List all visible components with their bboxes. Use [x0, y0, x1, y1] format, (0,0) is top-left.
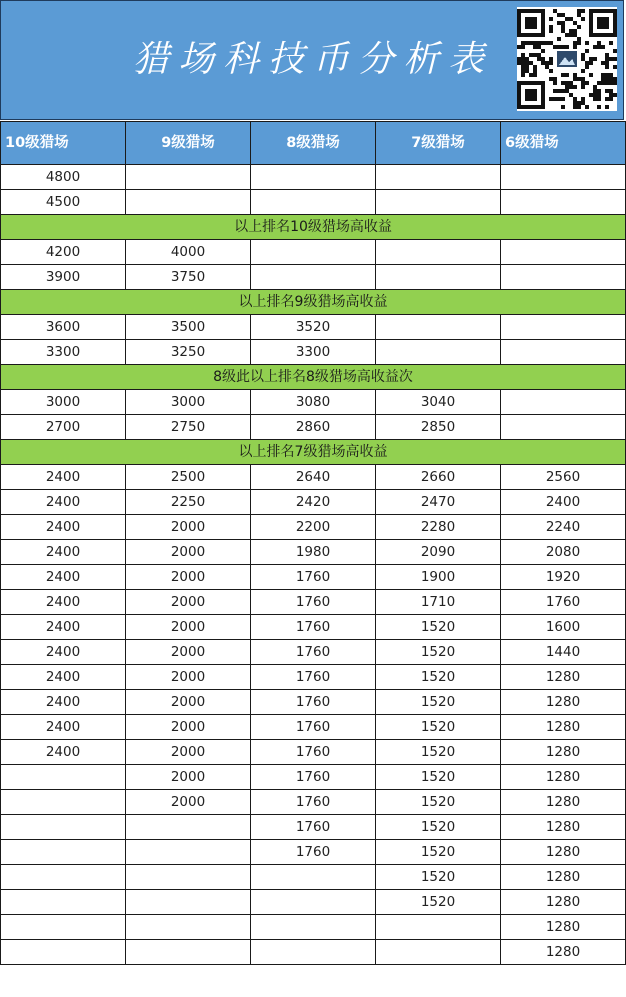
- table-cell[interactable]: [126, 190, 251, 215]
- table-cell[interactable]: 1600: [501, 615, 626, 640]
- table-cell[interactable]: 2640: [251, 465, 376, 490]
- table-cell[interactable]: [1, 940, 126, 965]
- table-row: [1, 315, 626, 340]
- column-header-9[interactable]: 9级猎场: [126, 122, 251, 165]
- table-cell[interactable]: 3900: [1, 265, 126, 290]
- table-cell[interactable]: 4200: [1, 240, 126, 265]
- table-cell[interactable]: 2000: [126, 765, 251, 790]
- table-row: [1, 340, 626, 365]
- table-cell[interactable]: [126, 915, 251, 940]
- table-cell[interactable]: 4500: [1, 190, 126, 215]
- section-band-row: [1, 440, 626, 465]
- table-cell[interactable]: [251, 265, 376, 290]
- table-cell[interactable]: 3500: [126, 315, 251, 340]
- table-cell[interactable]: 3040: [376, 390, 501, 415]
- table-cell[interactable]: 1760: [251, 640, 376, 665]
- table-cell[interactable]: 1710: [376, 590, 501, 615]
- table-cell[interactable]: 1920: [501, 565, 626, 590]
- table-cell[interactable]: [501, 390, 626, 415]
- table-row: [1, 590, 626, 615]
- table-cell[interactable]: 2400: [1, 590, 126, 615]
- table-cell[interactable]: 2470: [376, 490, 501, 515]
- table-cell[interactable]: 2400: [1, 740, 126, 765]
- table-cell[interactable]: 2000: [126, 515, 251, 540]
- table-cell[interactable]: 1760: [251, 590, 376, 615]
- table-cell[interactable]: 4000: [126, 240, 251, 265]
- table-cell[interactable]: 2000: [126, 690, 251, 715]
- table-cell[interactable]: 1760: [251, 815, 376, 840]
- table-cell[interactable]: [126, 815, 251, 840]
- column-header-6[interactable]: 6级猎场: [501, 122, 626, 165]
- table-cell[interactable]: 1760: [251, 740, 376, 765]
- table-cell[interactable]: 2250: [126, 490, 251, 515]
- table-cell[interactable]: [376, 190, 501, 215]
- section-band-label[interactable]: 以上排名10级猎场高收益: [1, 215, 626, 240]
- table-cell[interactable]: [501, 165, 626, 190]
- table-cell[interactable]: 1280: [501, 665, 626, 690]
- table-cell[interactable]: 1760: [251, 715, 376, 740]
- table-cell[interactable]: 3750: [126, 265, 251, 290]
- table-cell[interactable]: 2000: [126, 565, 251, 590]
- table-cell[interactable]: [376, 915, 501, 940]
- table-cell[interactable]: [251, 915, 376, 940]
- table-cell[interactable]: 1440: [501, 640, 626, 665]
- table-cell[interactable]: 1280: [501, 790, 626, 815]
- table-cell[interactable]: 1520: [376, 790, 501, 815]
- table-cell[interactable]: [251, 940, 376, 965]
- table-cell[interactable]: [501, 315, 626, 340]
- table-cell[interactable]: 2850: [376, 415, 501, 440]
- table-cell[interactable]: 2280: [376, 515, 501, 540]
- table-cell[interactable]: 1520: [376, 815, 501, 840]
- table-cell[interactable]: 2400: [1, 565, 126, 590]
- table-row: [1, 490, 626, 515]
- table-cell[interactable]: [501, 415, 626, 440]
- table-cell[interactable]: 2400: [1, 665, 126, 690]
- table-cell[interactable]: 1760: [251, 615, 376, 640]
- table-cell[interactable]: 1520: [376, 765, 501, 790]
- table-cell[interactable]: 2400: [1, 540, 126, 565]
- table-row: [1, 565, 626, 590]
- table-cell[interactable]: 1760: [251, 765, 376, 790]
- table-cell[interactable]: 1760: [251, 790, 376, 815]
- table-cell[interactable]: [501, 340, 626, 365]
- table-cell[interactable]: 1520: [376, 615, 501, 640]
- table-cell[interactable]: [251, 190, 376, 215]
- table-cell[interactable]: 2400: [1, 515, 126, 540]
- table-row: [1, 165, 626, 190]
- table-row: [1, 390, 626, 415]
- table-cell[interactable]: 1900: [376, 565, 501, 590]
- table-cell[interactable]: 2700: [1, 415, 126, 440]
- table-cell[interactable]: [126, 890, 251, 915]
- section-band-label[interactable]: 8级此以上排名8级猎场高收益次: [1, 365, 626, 390]
- section-band-row: [1, 365, 626, 390]
- table-cell[interactable]: 1980: [251, 540, 376, 565]
- table-cell[interactable]: [376, 265, 501, 290]
- table-cell[interactable]: 1280: [501, 940, 626, 965]
- table-cell[interactable]: 1760: [251, 690, 376, 715]
- table-cell[interactable]: 2420: [251, 490, 376, 515]
- table-cell[interactable]: [376, 340, 501, 365]
- table-row: [1, 740, 626, 765]
- table-cell[interactable]: 1280: [501, 865, 626, 890]
- table-cell[interactable]: 2200: [251, 515, 376, 540]
- table-cell[interactable]: [251, 865, 376, 890]
- table-cell[interactable]: 1280: [501, 715, 626, 740]
- table-cell[interactable]: 1760: [501, 590, 626, 615]
- table-cell[interactable]: [1, 865, 126, 890]
- table-cell[interactable]: 2400: [1, 690, 126, 715]
- table-cell[interactable]: 1760: [251, 665, 376, 690]
- table-cell[interactable]: 4800: [1, 165, 126, 190]
- table-cell[interactable]: 2400: [1, 615, 126, 640]
- table-row: [1, 190, 626, 215]
- table-row: [1, 665, 626, 690]
- table-row: [1, 865, 626, 890]
- table-cell[interactable]: 2080: [501, 540, 626, 565]
- table-row: [1, 615, 626, 640]
- column-header-8[interactable]: 8级猎场: [251, 122, 376, 165]
- table-cell[interactable]: [251, 890, 376, 915]
- table-cell[interactable]: 2560: [501, 465, 626, 490]
- table-cell[interactable]: [126, 865, 251, 890]
- table-row: [1, 640, 626, 665]
- table-cell[interactable]: 2660: [376, 465, 501, 490]
- table-cell[interactable]: 2400: [1, 640, 126, 665]
- table-cell[interactable]: [376, 165, 501, 190]
- table-row: [1, 540, 626, 565]
- table-cell[interactable]: 2400: [501, 490, 626, 515]
- column-header-10[interactable]: 10级猎场: [1, 122, 126, 165]
- table-cell[interactable]: 1280: [501, 740, 626, 765]
- table-cell[interactable]: [1, 890, 126, 915]
- table-cell[interactable]: 3520: [251, 315, 376, 340]
- header-row: [1, 122, 626, 165]
- table-row: [1, 690, 626, 715]
- table-row: [1, 940, 626, 965]
- table-cell[interactable]: 1280: [501, 765, 626, 790]
- table-cell[interactable]: 1520: [376, 740, 501, 765]
- table-cell[interactable]: 2500: [126, 465, 251, 490]
- table-cell[interactable]: 2000: [126, 640, 251, 665]
- table-row: [1, 890, 626, 915]
- data-table: [0, 121, 626, 965]
- table-cell[interactable]: [126, 165, 251, 190]
- table-cell[interactable]: 1520: [376, 840, 501, 865]
- table-cell[interactable]: [501, 265, 626, 290]
- section-band-row: [1, 215, 626, 240]
- table-row: [1, 765, 626, 790]
- table-row: [1, 790, 626, 815]
- table-cell[interactable]: 3250: [126, 340, 251, 365]
- table-row: [1, 515, 626, 540]
- table-cell[interactable]: 2000: [126, 540, 251, 565]
- section-band-label[interactable]: 以上排名7级猎场高收益: [1, 440, 626, 465]
- table-cell[interactable]: [376, 940, 501, 965]
- table-cell[interactable]: 2400: [1, 490, 126, 515]
- table-cell[interactable]: 1280: [501, 815, 626, 840]
- table-cell[interactable]: 2400: [1, 715, 126, 740]
- table-row: [1, 915, 626, 940]
- table-cell[interactable]: 1520: [376, 865, 501, 890]
- table-cell[interactable]: 2240: [501, 515, 626, 540]
- table-cell[interactable]: 3600: [1, 315, 126, 340]
- table-cell[interactable]: [501, 190, 626, 215]
- sheet-title: 猎场科技币分析表: [132, 39, 493, 80]
- table-row: [1, 265, 626, 290]
- table-row: [1, 415, 626, 440]
- table-cell[interactable]: [1, 815, 126, 840]
- table-cell[interactable]: [251, 240, 376, 265]
- table-cell[interactable]: 3000: [126, 390, 251, 415]
- table-cell[interactable]: 2000: [126, 740, 251, 765]
- table-cell[interactable]: [376, 315, 501, 340]
- table-cell[interactable]: 1760: [251, 565, 376, 590]
- table-cell[interactable]: 3080: [251, 390, 376, 415]
- table-cell[interactable]: 1280: [501, 840, 626, 865]
- table-cell[interactable]: 1520: [376, 665, 501, 690]
- table-row: [1, 240, 626, 265]
- qr-code-icon: [517, 7, 617, 111]
- table-cell[interactable]: 1280: [501, 915, 626, 940]
- table-cell[interactable]: 2090: [376, 540, 501, 565]
- table-row: [1, 840, 626, 865]
- column-header-7[interactable]: 7级猎场: [376, 122, 501, 165]
- table-cell[interactable]: 2750: [126, 415, 251, 440]
- table-cell[interactable]: 2000: [126, 790, 251, 815]
- table-cell[interactable]: [1, 840, 126, 865]
- table-cell[interactable]: 1280: [501, 690, 626, 715]
- section-band-row: [1, 290, 626, 315]
- table-cell[interactable]: 1520: [376, 640, 501, 665]
- table-row: [1, 715, 626, 740]
- table-cell[interactable]: 2000: [126, 715, 251, 740]
- table-cell[interactable]: 3000: [1, 390, 126, 415]
- table-cell[interactable]: 3300: [251, 340, 376, 365]
- title-bar: [0, 0, 624, 120]
- table-cell[interactable]: 2000: [126, 590, 251, 615]
- table-cell[interactable]: [1, 790, 126, 815]
- table-cell[interactable]: 2400: [1, 465, 126, 490]
- table-cell[interactable]: 1760: [251, 840, 376, 865]
- table-row: [1, 815, 626, 840]
- table-cell[interactable]: [126, 940, 251, 965]
- table-cell[interactable]: [501, 240, 626, 265]
- table-cell[interactable]: 1280: [501, 890, 626, 915]
- table-cell[interactable]: [126, 840, 251, 865]
- table-cell[interactable]: [1, 915, 126, 940]
- table-cell[interactable]: 2000: [126, 615, 251, 640]
- table-cell[interactable]: [376, 240, 501, 265]
- table-cell[interactable]: 1520: [376, 890, 501, 915]
- table-cell[interactable]: 3300: [1, 340, 126, 365]
- table-cell[interactable]: 1520: [376, 690, 501, 715]
- table-cell[interactable]: 1520: [376, 715, 501, 740]
- table-cell[interactable]: 2860: [251, 415, 376, 440]
- table-cell[interactable]: [251, 165, 376, 190]
- table-cell[interactable]: 2000: [126, 665, 251, 690]
- section-band-label[interactable]: 以上排名9级猎场高收益: [1, 290, 626, 315]
- table-cell[interactable]: [1, 765, 126, 790]
- table-row: [1, 465, 626, 490]
